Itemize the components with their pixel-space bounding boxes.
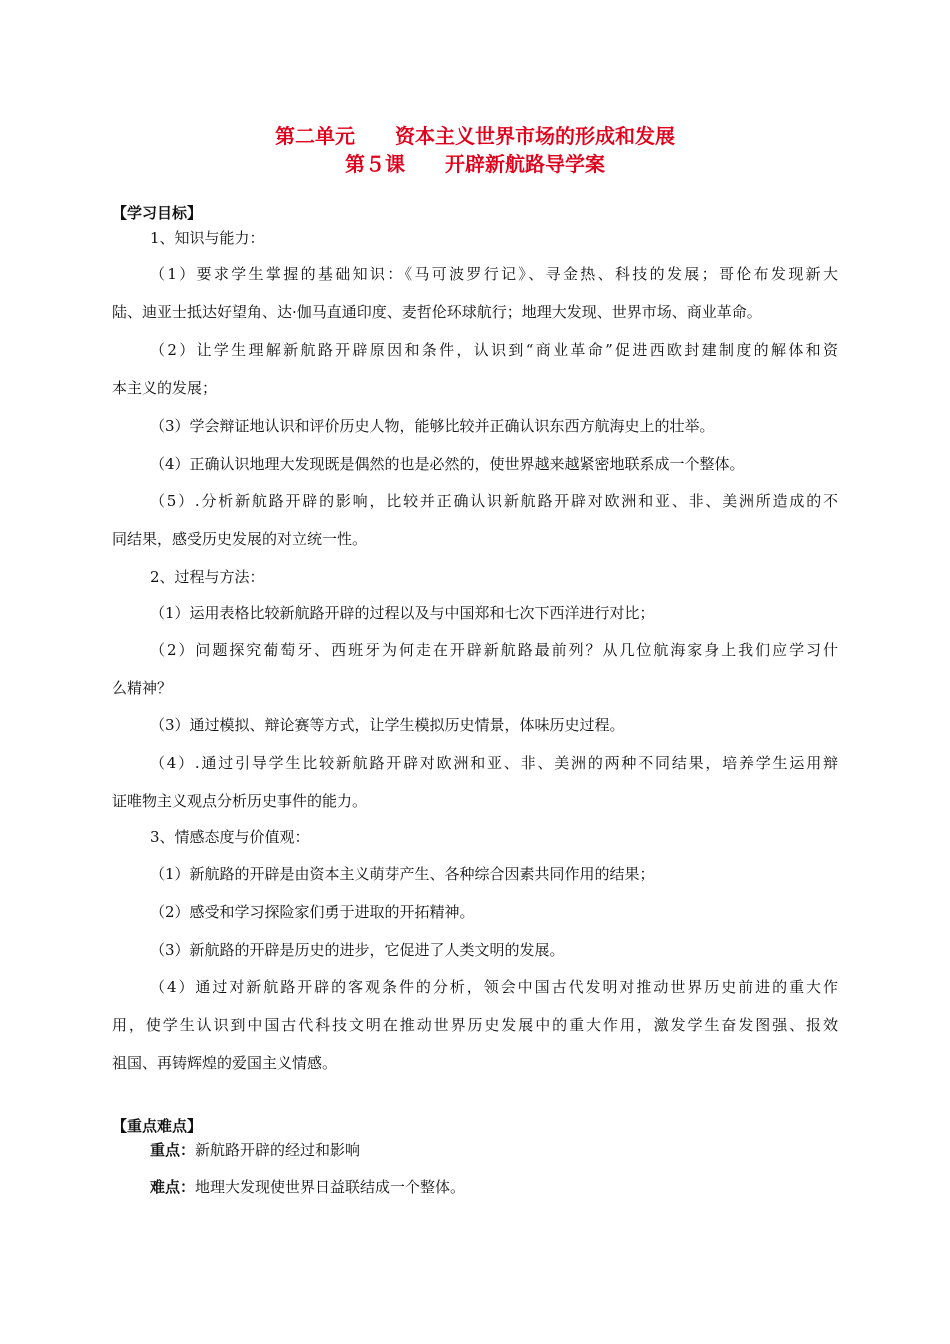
lesson-title: 第５课 开辟新航路导学案 [345,152,605,176]
process-item-4-line-1: （4）.通过引导学生比较新航路开辟对欧洲和亚、非、美洲的两种不同结果，培养学生运用辩 [150,754,838,772]
emotion-item-2: （2）感受和学习探险家们勇于进取的开拓精神。 [150,903,475,921]
knowledge-item-1-line-1: （1）要求学生掌握的基础知识：《马可波罗行记》、寻金热、科技的发展；哥伦布发现新大 [150,265,838,283]
knowledge-item-4: （4）正确认识地理大发现既是偶然的也是必然的，使世界越来越紧密地联系成一个整体。 [150,455,745,473]
knowledge-item-2-line-1: （2）让学生理解新航路开辟原因和条件，认识到“商业革命”促进西欧封建制度的解体和资 [150,341,838,359]
difficult-point-text: 地理大发现使世界日益联结成一个整体。 [195,1178,466,1196]
difficult-point-label: 难点： [150,1178,196,1196]
difficult-point-row [150,1177,465,1197]
key-points-heading: 【重点难点】 [112,1117,203,1135]
emotion-item-1: （1）新航路的开辟是由资本主义萌芽产生、各种综合因素共同作用的结果； [150,865,655,883]
process-item-2-line-2: 么精神？ [112,679,173,697]
knowledge-item-1-line-2: 陆、迪亚士抵达好望角、达·伽马直通印度、麦哲伦环球航行；地理大发现、世界市场、商业革命。 [112,303,762,321]
emotion-item-3: （3）新航路的开辟是历史的进步，它促进了人类文明的发展。 [150,941,565,959]
process-heading: 2、过程与方法： [150,568,265,586]
process-item-3: （3）通过模拟、辩论赛等方式，让学生模拟历史情景，体味历史过程。 [150,716,625,734]
process-item-1: （1）运用表格比较新航路开辟的过程以及与中国郑和七次下西洋进行对比； [150,604,655,622]
unit-title: 第二单元 资本主义世界市场的形成和发展 [275,124,675,148]
emotion-item-4-line-3: 祖国、再铸辉煌的爱国主义情感。 [112,1054,338,1072]
knowledge-item-5-line-2: 同结果，感受历史发展的对立统一性。 [112,530,368,548]
knowledge-heading: 1、知识与能力： [150,229,265,247]
objectives-heading: 【学习目标】 [112,204,203,222]
knowledge-item-2-line-2: 本主义的发展； [112,379,218,397]
key-point-label: 重点： [150,1141,196,1159]
emotion-item-4-line-1: （4）通过对新航路开辟的客观条件的分析，领会中国古代发明对推动世界历史前进的重大作 [150,978,838,996]
process-item-4-line-2: 证唯物主义观点分析历史事件的能力。 [112,792,368,810]
key-point-row [150,1140,360,1160]
process-item-2-line-1: （2）问题探究葡萄牙、西班牙为何走在开辟新航路最前列？从几位航海家身上我们应学习什 [150,641,838,659]
knowledge-item-5-line-1: （5）.分析新航路开辟的影响，比较并正确认识新航路开辟对欧洲和亚、非、美洲所造成的不 [150,492,838,510]
key-point-text: 新航路开辟的经过和影响 [195,1141,361,1159]
emotion-heading: 3、情感态度与价值观： [150,828,310,846]
emotion-item-4-line-2: 用，使学生认识到中国古代科技文明在推动世界历史发展中的重大作用，激发学生奋发图强、报效 [112,1016,838,1034]
knowledge-item-3: （3）学会辩证地认识和评价历史人物，能够比较并正确认识东西方航海史上的壮举。 [150,417,715,435]
